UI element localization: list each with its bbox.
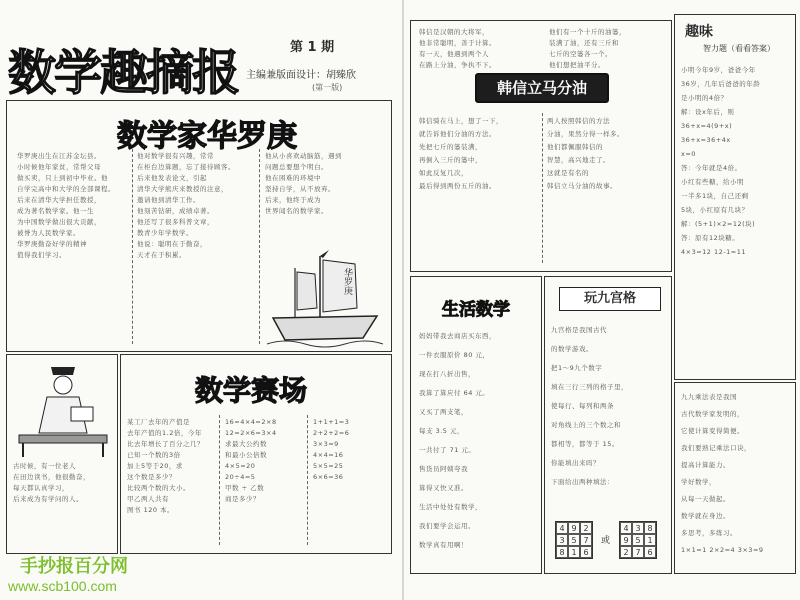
nine-palace-text: 九宫格是我国古代 的数学游戏。 把1～9九个数字 填在三行三列的格子里， 使每行、每列和两条 对角线上的三个数之和 都相等，都等于 15。 你能填出来吗？ 下面给出两种填法： bbox=[551, 326, 628, 486]
mathematician-col3: 他从小喜欢动脑筋，遇到 问题总要想个明白。 他在困难的环境中 坚持自学，从不放弃。 后来，他终于成为 世界闻名的数学家。 bbox=[265, 152, 342, 215]
competition-title: 数学赛场 bbox=[194, 374, 307, 407]
sailing-ship-illustration bbox=[265, 246, 385, 351]
nine-palace-section bbox=[544, 276, 672, 574]
mathematician-title: 数学家华罗庚 bbox=[117, 119, 297, 154]
han-xin-intro-left: 韩信是汉朝的大将军， 他非常聪明，善于计算。 有一天，他遇到两个人 在路上分油，争执不下。 bbox=[419, 28, 496, 69]
masthead-title: 数学趣摘报 bbox=[8, 45, 239, 101]
life-math-title: 生活数学 bbox=[442, 300, 510, 320]
right-page bbox=[404, 0, 800, 600]
han-xin-section bbox=[410, 20, 672, 272]
competition-col3: 1+1+1=3 2+2+2=6 3×3=9 4×4=16 5×5=25 6×6=36 bbox=[313, 418, 350, 481]
competition-col2: 16=4×4=2×8 12=2×6=3×4 求最大公约数 和最小公倍数 4×5=20 20÷4=5 甲数 ÷ 乙数 商是多少？ bbox=[225, 418, 277, 503]
mathematician-col2: 他对数学很有兴趣，常常 在柜台边算题，忘了接待顾客。 后来他发表论文，引起 清华大学熊庆来教授的注意， 邀请他到清华工作。 他刻苦钻研，成绩卓著。 他还写了很多科普文章， 教青少年学数学。 他说：聪明在于勤奋， 天才在于积累。 bbox=[137, 152, 235, 259]
scholar-illustration bbox=[13, 361, 113, 461]
han-xin-title: 韩信立马分油 bbox=[475, 73, 609, 103]
nine-palace-title: 玩九宫格 bbox=[559, 287, 661, 311]
col-divider bbox=[259, 149, 261, 344]
magic-square-b: 4 3 8 9 5 1 2 7 6 bbox=[619, 521, 657, 559]
competition-section bbox=[120, 354, 392, 554]
story-text: 古时候，有一位老人 在田边读书，他很勤奋， 每天都认真学习， 后来成为有学问的人。 bbox=[13, 462, 90, 503]
or-label: 或 bbox=[601, 536, 611, 546]
puzzle-corner-subtitle: 智力题（看看答案） bbox=[703, 44, 775, 53]
col-divider bbox=[132, 149, 134, 344]
col-divider bbox=[542, 113, 543, 263]
watermark-url: www.scb100.com bbox=[8, 578, 117, 594]
editor-credit: 主编兼版面设计：胡臻欣 bbox=[246, 70, 356, 81]
competition-col1: 某工厂去年的产值是 去年产值的1.2倍，今年 比去年增长了百分之几？ 已知一个数的3倍 加上5等于20，求 这个数是多少？ 比较两个数的大小。 甲乙两人共有 图书 120 本。 bbox=[127, 418, 204, 514]
multiplication-section bbox=[674, 382, 796, 574]
col-divider bbox=[307, 415, 308, 545]
page-note: (第一版) bbox=[312, 83, 343, 92]
life-math-text: 妈妈带我去商店买东西， 一件衣服原价 80 元， 现在打八折出售， 我算了算应付 64 元。 又买了两支笔， 每支 3.5 元， 一共付了 71 元。 售货员阿姨夸我 算得又快又准。 生活中处处有数学， 我们要学会运用。 数学真有用啊！ bbox=[419, 332, 496, 549]
col-divider bbox=[219, 415, 220, 545]
magic-square-a: 4 9 2 3 5 7 8 1 6 bbox=[555, 521, 593, 559]
life-math-section bbox=[410, 276, 542, 574]
mathematician-section bbox=[6, 100, 392, 352]
ship-label: 华罗庚 bbox=[342, 268, 352, 295]
puzzle-corner-text: 小明今年9岁，爸爸今年 36岁，几年后爸爸的年龄 是小明的4倍？ 解：设x年后，则 36+x=4(9+x) 36+x=36+4x x=0 答：今年就是4倍。 小红有些糖，给小明 一半多1块，自己还剩 5块，小红原有几块？ 解：(5+1)×2=12(块) 答：原有12块糖。 4×3=12 12-1=11 bbox=[681, 66, 761, 256]
watermark-brand: 手抄报百分网 bbox=[20, 556, 128, 576]
puzzle-corner-title: 趣味 bbox=[685, 24, 713, 40]
masthead-box bbox=[8, 32, 240, 101]
han-xin-col1: 韩信骑在马上，想了一下， 就告诉他们分油的方法。 先把七斤的篓装满， 再倒入三斤的篓中， 如此反复几次， 最后得到两份五斤的油。 bbox=[419, 117, 503, 190]
issue-number: 第 1 期 bbox=[290, 40, 335, 55]
puzzle-corner-section bbox=[674, 14, 796, 380]
multiplication-text: 九九乘法表是我国 古代数学家发明的， 它使计算变得简便。 我们要熟记乘法口诀， 提高计算能力。 学好数学， 从每一天做起。 数学就在身边。 多思考，多练习。 1×1=1 2×2=4 3×3=9 bbox=[681, 393, 764, 554]
mathematician-col1: 华罗庚出生在江苏金坛县。 小时候他年家贫，常帮父母 做买卖，只上到初中毕业。他 自学完高中和大学的全部课程。 后来在清华大学担任教授， 成为著名数学家。他一生 为中国数学做出很大贡献， 被誉为人民数学家。 华罗庚勤奋好学的精神 值得我们学习。 bbox=[17, 152, 115, 259]
han-xin-intro-right: 他们有一个十斤的油篓， 装满了油，还有三斤和 七斤的空篓各一个。 他们想把油平分。 bbox=[549, 28, 626, 69]
han-xin-col2: 两人按照韩信的方法 分油，果然分得一样多。 他们都佩服韩信的 智慧，高兴地走了。 这就是有名的 韩信立马分油的故事。 bbox=[547, 117, 624, 190]
story-section bbox=[6, 354, 118, 554]
